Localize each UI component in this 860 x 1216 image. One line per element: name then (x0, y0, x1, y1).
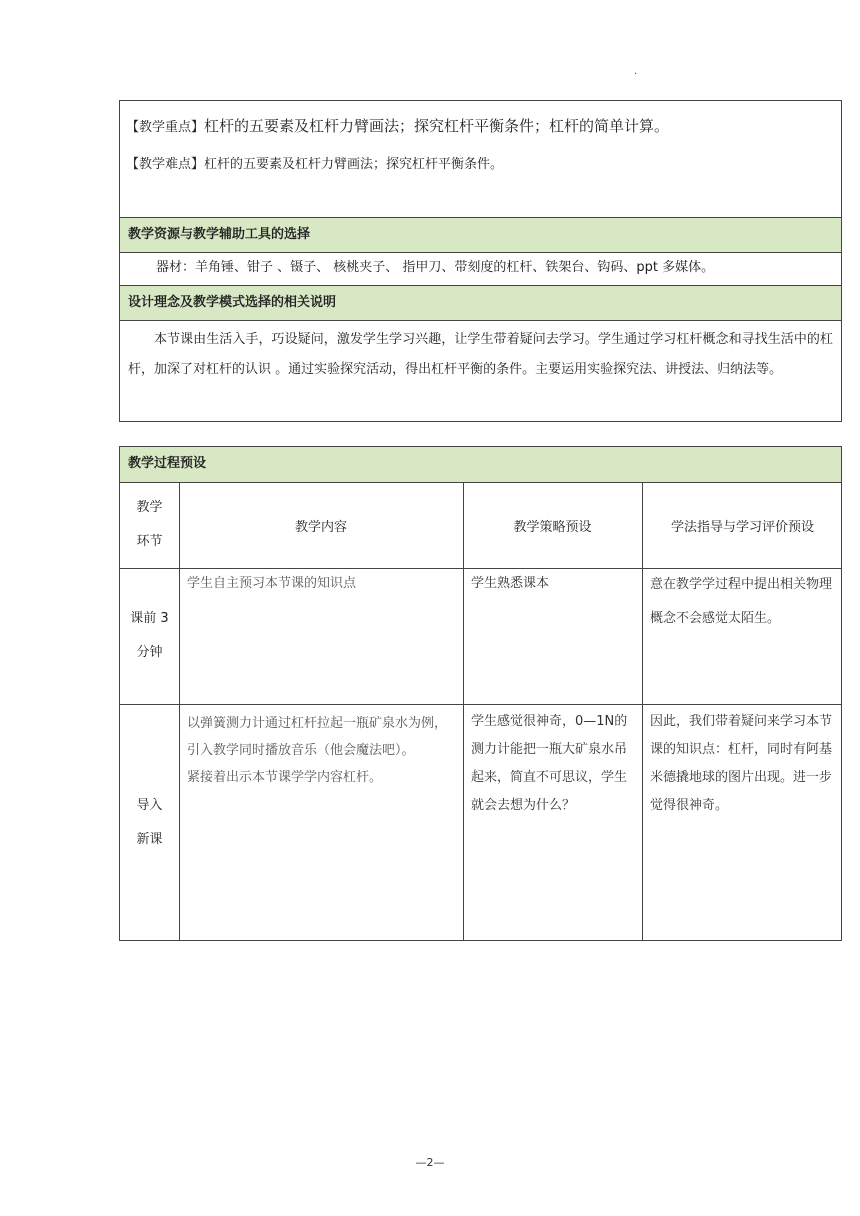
column-header-strategy: 教学策略预设 (513, 519, 592, 535)
key-points-text: 杠杆的五要素及杠杆力臂画法；探究杠杆平衡条件；杠杆的简单计算。 (204, 117, 670, 135)
design-text: 本节课由生活入手，巧设疑问，激发学生学习兴趣，让学生带着疑问去学习。学生通过学习杠杆概念和寻找生活中的杠杆，加深了对杠杆的认识 。通过实验探究活动，得出杠杆平衡的条件。主要运用实验探究法、讲授法、归纳法等。 (120, 320, 841, 385)
table-row-guidance: 意在教学学过程中提出相关物理概念不会感觉太陌生。 (650, 577, 833, 626)
table-row-guidance: 因此，我们带着疑问来学习本节课的知识点：杠杆，同时有阿基米德撬地球的图片出现。进一步觉得很神奇。 (650, 714, 833, 813)
key-points-label: 【教学重点】 (126, 120, 205, 135)
process-grid (120, 482, 841, 940)
key-points (120, 115, 841, 139)
difficult-points-label: 【教学难点】 (126, 157, 205, 172)
table-row-stage: 导入 新课 (136, 798, 163, 847)
difficult-points (120, 155, 841, 175)
table-row-stage: 课前 3 分钟 (130, 611, 169, 660)
column-header-content: 教学内容 (294, 519, 347, 535)
resources-header: 教学资源与教学辅助工具的选择 (120, 217, 841, 252)
table-row-strategy: 学生熟悉课本 (471, 576, 550, 591)
table-row-content: 以弹簧测力计通过杠杆拉起一瓶矿泉水为例，引入教学同时播放音乐（他会魔法吧）。 紧接着出示本节课学学内容杠杆。 (187, 716, 448, 785)
resources-text: 器材：羊角锤、钳子 、镊子、 核桃夹子、 指甲刀、带刻度的杠杆、铁架台、钩码、ppt 多媒体。 (120, 252, 841, 284)
table-row-strategy: 学生感觉很神奇，0—1N的测力计能把一瓶大矿泉水吊起来，简直不可思议，学生就会去想为什么？ (471, 714, 628, 813)
teaching-overview-table (119, 100, 842, 422)
process-header: 教学过程预设 (120, 447, 841, 482)
teaching-process-table (119, 446, 842, 941)
page-number: —2— (415, 1156, 445, 1169)
difficult-points-text: 杠杆的五要素及杠杆力臂画法；探究杠杆平衡条件。 (204, 157, 504, 172)
column-header-stage: 教学 环节 (136, 500, 163, 549)
page-dot: . (634, 66, 638, 77)
table-row-content: 学生自主预习本节课的知识点 (187, 576, 357, 591)
design-header: 设计理念及教学模式选择的相关说明 (120, 285, 841, 320)
column-header-guidance: 学法指导与学习评价预设 (670, 519, 814, 535)
